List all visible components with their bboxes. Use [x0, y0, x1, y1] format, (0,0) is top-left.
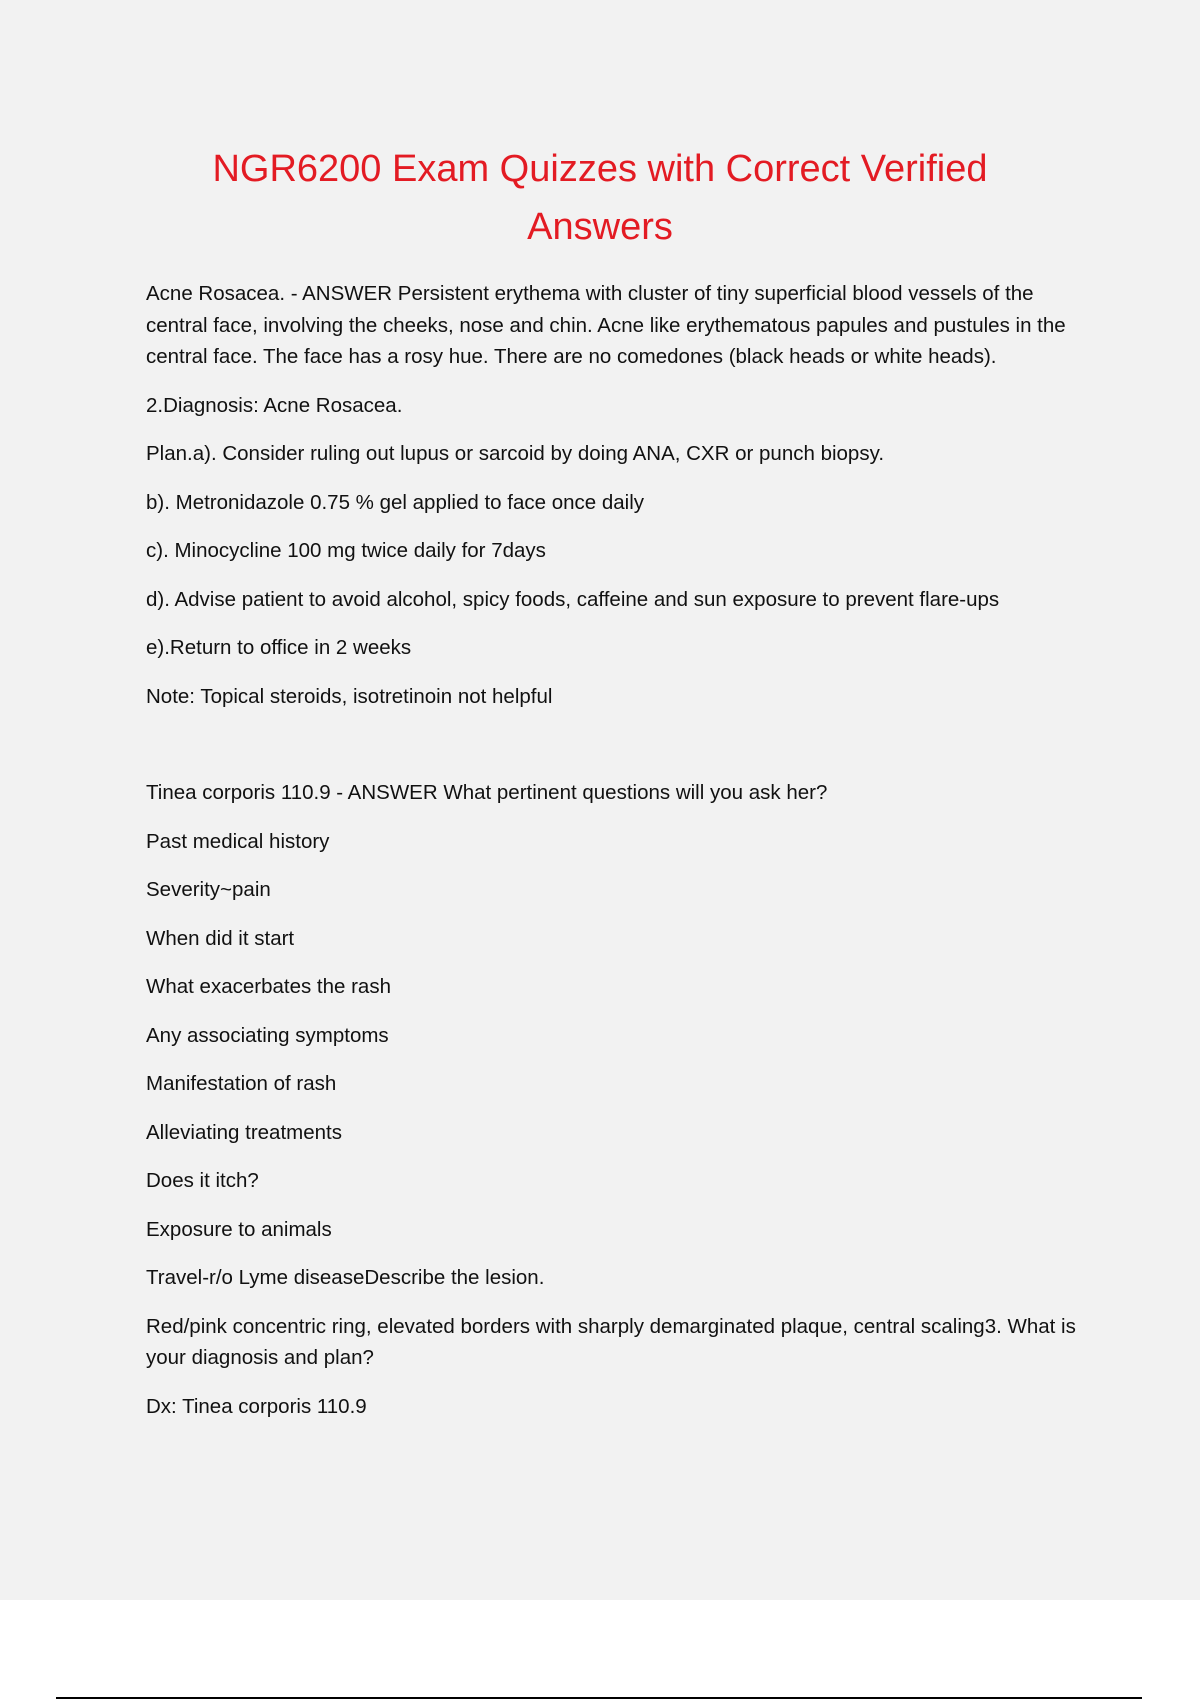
list-item-exacerbates: What exacerbates the rash: [146, 975, 391, 998]
title-line-1: NGR6200 Exam Quizzes with Correct Verified: [212, 148, 988, 190]
list-item-alleviating: Alleviating treatments: [146, 1120, 342, 1144]
paragraph-lesion-description: Red/pink concentric ring, elevated borders with sharply demarginated plaque, central scaling3. What is your diagnosis and plan?: [146, 1314, 1076, 1369]
paragraph-note: Note: Topical steroids, isotretinoin not helpful: [146, 684, 553, 708]
list-item-past-medical-history: Past medical history: [146, 829, 330, 853]
paragraph-diagnosis-tinea: Dx: Tinea corporis 110.9: [146, 1394, 367, 1418]
paragraph-tinea-answer: Tinea corporis 110.9 - ANSWER What pertinent questions will you ask her?: [146, 781, 828, 804]
document-title: [150, 140, 1050, 256]
section-spacer: [146, 729, 1086, 777]
paragraph-plan-e: e).Return to office in 2 weeks: [146, 636, 412, 659]
footer-divider: [56, 1697, 1142, 1699]
paragraph-plan-b: b). Metronidazole 0.75 % gel applied to face once daily: [146, 490, 645, 514]
list-item-onset: When did it start: [146, 926, 295, 950]
title-line-2: Answers: [527, 206, 673, 248]
paragraph-acne-rosacea-answer: Acne Rosacea. - ANSWER Persistent erythema with cluster of tiny superficial blood vessels of the central face, involving the cheeks, nose and chin. Acne like erythematous papules and pustules in the central face. The face has a rosy hue. There are no comedones (black heads or white heads).: [146, 282, 1066, 368]
paragraph-plan-c: c). Minocycline 100 mg twice daily for 7days: [146, 539, 546, 562]
list-item-animal-exposure: Exposure to animals: [146, 1217, 332, 1241]
document-body: [146, 278, 1086, 1439]
paragraph-plan-d: d). Advise patient to avoid alcohol, spicy foods, caffeine and sun exposure to prevent flare-ups: [146, 587, 1000, 611]
paragraph-plan-a: Plan.a). Consider ruling out lupus or sarcoid by doing ANA, CXR or punch biopsy.: [146, 442, 885, 465]
list-item-itch: Does it itch?: [146, 1169, 259, 1192]
paragraph-diagnosis: 2.Diagnosis: Acne Rosacea.: [146, 393, 403, 417]
list-item-travel: Travel-r/o Lyme diseaseDescribe the lesion.: [146, 1266, 545, 1289]
list-item-associating-symptoms: Any associating symptoms: [146, 1023, 389, 1047]
list-item-manifestation: Manifestation of rash: [146, 1072, 337, 1095]
list-item-severity: Severity~pain: [146, 878, 271, 901]
